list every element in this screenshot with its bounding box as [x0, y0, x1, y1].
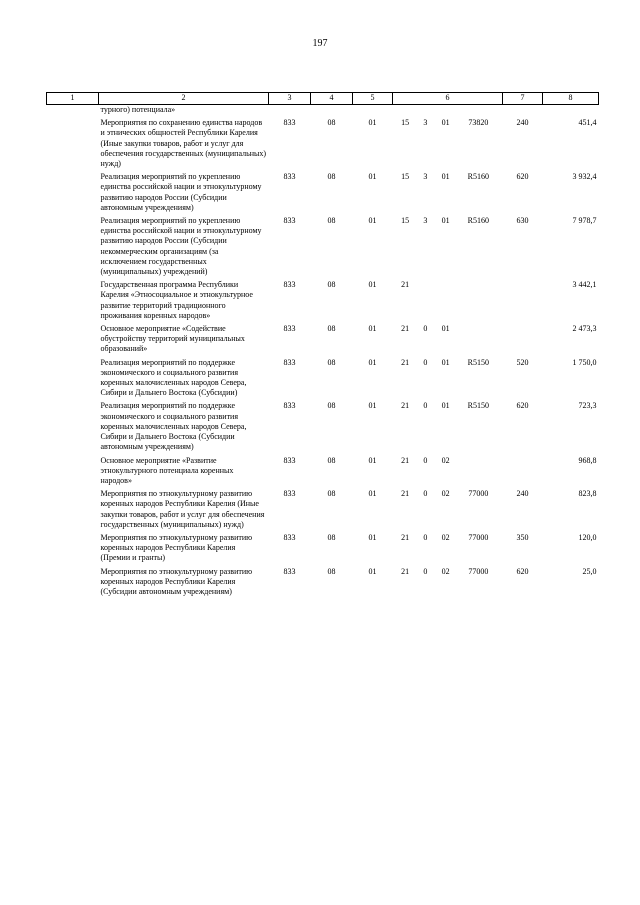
subsection-code: 01	[368, 118, 377, 128]
page-number: 197	[312, 38, 328, 49]
expense-type	[503, 453, 543, 487]
program-code: 21	[401, 455, 410, 465]
table-row	[47, 355, 599, 399]
section-code: 08	[327, 357, 336, 367]
admin-code: 833	[283, 172, 296, 182]
event-code: 02	[441, 532, 450, 542]
admin-code: 833	[283, 118, 296, 128]
expense-type: 240	[516, 118, 529, 128]
section-code: 08	[327, 280, 336, 290]
table-row	[47, 213, 599, 277]
program-code: 15	[401, 118, 410, 128]
header-cell: 4	[311, 93, 353, 105]
program-code: 21	[401, 280, 410, 290]
admin-code: 833	[283, 216, 296, 226]
header-cell: 8	[543, 93, 599, 105]
target-article	[393, 213, 503, 277]
direction-code: R5150	[467, 401, 489, 411]
direction-code: 77000	[468, 566, 489, 576]
direction-code: R5160	[467, 172, 489, 182]
direction-code: R5160	[467, 216, 489, 226]
subsection-code: 01	[368, 216, 377, 226]
program-code: 21	[401, 566, 410, 576]
event-code: 02	[441, 489, 450, 499]
table-row	[47, 277, 599, 321]
subprogram-code: 0	[423, 455, 428, 465]
direction-code: 77000	[468, 532, 489, 542]
event-code: 01	[441, 118, 450, 128]
subprogram-code: 0	[423, 357, 428, 367]
item-name: Государственная программа Республики Карелия «Этносоциальное и этнокультурное развитие территорий традиционного проживания коренных народов»	[100, 280, 253, 320]
admin-code: 833	[283, 401, 296, 411]
table-row	[47, 398, 599, 452]
continuation-row	[47, 105, 599, 116]
event-code: 01	[441, 172, 450, 182]
item-name: Мероприятия по этнокультурному развитию коренных народов Республики Карелия (Субсидии автономным учреждениям)	[100, 566, 253, 596]
section-code: 08	[327, 324, 336, 334]
target-article	[393, 355, 503, 399]
expense-type	[503, 321, 543, 355]
target-article	[393, 169, 503, 213]
admin-code: 833	[283, 532, 296, 542]
table-row	[47, 321, 599, 355]
admin-code: 833	[283, 489, 296, 499]
item-name: Реализация мероприятий по поддержке экономического и социального развития коренных малочисленных народов Севера, Сибири и Дальнего Востока (Субсидии автономным учреждениям)	[100, 401, 247, 452]
direction-code: 73820	[468, 118, 489, 128]
subprogram-code: 3	[423, 118, 428, 128]
event-code: 01	[441, 401, 450, 411]
subprogram-code: 0	[423, 532, 428, 542]
item-name: Реализация мероприятий по укреплению единства российской нации и этнокультурному развитию народов России (Субсидии автономным учреждениям)	[100, 172, 262, 212]
subsection-code: 01	[368, 566, 377, 576]
budget-table	[46, 92, 599, 597]
header-cell: 5	[353, 93, 393, 105]
table-header-row	[47, 93, 599, 105]
subprogram-code: 0	[423, 489, 428, 499]
subsection-code: 01	[368, 489, 377, 499]
expense-type: 520	[516, 357, 529, 367]
amount: 25,0	[582, 566, 597, 576]
section-code: 08	[327, 455, 336, 465]
section-code: 08	[327, 566, 336, 576]
event-code: 01	[441, 216, 450, 226]
expense-type: 630	[516, 216, 529, 226]
subsection-code: 01	[368, 455, 377, 465]
expense-type: 240	[516, 489, 529, 499]
subsection-code: 01	[368, 324, 377, 334]
amount: 1 750,0	[572, 357, 597, 367]
item-name: Мероприятия по сохранению единства народов и этнических общностей Республики Карелия (Иные закупки товаров, работ и услуг для обеспечения государственных (муниципальных) нужд)	[100, 118, 267, 169]
target-article	[393, 398, 503, 452]
subprogram-code: 0	[423, 566, 428, 576]
subsection-code: 01	[368, 280, 377, 290]
target-article	[393, 453, 503, 487]
admin-code: 833	[283, 280, 296, 290]
header-cell: 7	[503, 93, 543, 105]
amount: 120,0	[578, 532, 597, 542]
event-code: 02	[441, 566, 450, 576]
target-article	[393, 277, 503, 321]
subsection-code: 01	[368, 532, 377, 542]
target-article	[393, 486, 503, 530]
table-row	[47, 486, 599, 530]
amount: 3 442,1	[572, 280, 597, 290]
program-code: 21	[401, 357, 410, 367]
admin-code: 833	[283, 357, 296, 367]
continuation-text: турного) потенциала»	[100, 105, 176, 114]
amount: 823,8	[578, 489, 597, 499]
target-article	[393, 321, 503, 355]
expense-type: 350	[516, 532, 529, 542]
direction-code: 77000	[468, 489, 489, 499]
table-row	[47, 115, 599, 169]
section-code: 08	[327, 118, 336, 128]
program-code: 21	[401, 532, 410, 542]
header-cell: 2	[99, 93, 269, 105]
direction-code	[456, 324, 500, 334]
table-row	[47, 453, 599, 487]
direction-code: R5150	[467, 357, 489, 367]
header-cell: 6	[393, 93, 503, 105]
amount: 451,4	[578, 118, 597, 128]
section-code: 08	[327, 216, 336, 226]
section-code: 08	[327, 172, 336, 182]
amount: 723,3	[578, 401, 597, 411]
target-article	[393, 115, 503, 169]
event-code: 02	[441, 455, 450, 465]
program-code: 21	[401, 324, 410, 334]
direction-code	[456, 456, 500, 466]
event-code	[435, 280, 456, 290]
subprogram-code: 0	[423, 401, 428, 411]
table-row	[47, 564, 599, 598]
subprogram-code: 3	[423, 216, 428, 226]
item-name: Реализация мероприятий по укреплению единства российской нации и этнокультурному развитию народов России (Субсидии некоммерческим организациям (за исключением государственных (муниципальных) учреждений)	[100, 216, 262, 277]
program-code: 15	[401, 216, 410, 226]
admin-code: 833	[283, 566, 296, 576]
amount: 7 978,7	[572, 216, 597, 226]
amount: 968,8	[578, 455, 597, 465]
amount: 3 932,4	[572, 172, 597, 182]
target-article	[393, 564, 503, 598]
admin-code: 833	[283, 455, 296, 465]
section-code: 08	[327, 489, 336, 499]
section-code: 08	[327, 532, 336, 542]
subsection-code: 01	[368, 172, 377, 182]
section-code: 08	[327, 401, 336, 411]
header-cell: 1	[47, 93, 99, 105]
expense-type: 620	[516, 172, 529, 182]
event-code: 01	[441, 324, 450, 334]
subsection-code: 01	[368, 357, 377, 367]
header-cell: 3	[269, 93, 311, 105]
expense-type: 620	[516, 566, 529, 576]
expense-type	[503, 277, 543, 321]
direction-code	[456, 280, 500, 290]
table-row	[47, 169, 599, 213]
admin-code: 833	[283, 324, 296, 334]
table-row	[47, 530, 599, 564]
amount: 2 473,3	[572, 324, 597, 334]
item-name: Мероприятия по этнокультурному развитию коренных народов Республики Карелия (Премии и гранты)	[100, 532, 253, 563]
subsection-code: 01	[368, 401, 377, 411]
event-code: 01	[441, 357, 450, 367]
item-name: Основное мероприятие «Содействие обустройству территорий муниципальных образований»	[100, 324, 245, 354]
subprogram-code: 3	[423, 172, 428, 182]
program-code: 21	[401, 489, 410, 499]
target-article	[393, 530, 503, 564]
program-code: 15	[401, 172, 410, 182]
expense-type: 620	[516, 401, 529, 411]
subprogram-code: 0	[423, 324, 428, 334]
item-name: Основное мероприятие «Развитие этнокультурного потенциала коренных народов»	[100, 455, 234, 485]
item-name: Мероприятия по этнокультурному развитию коренных народов Республики Карелия (Иные закупки товаров, работ и услуг для обеспечения государственных (муниципальных) нужд)	[100, 489, 265, 529]
subprogram-code	[416, 280, 435, 290]
item-name: Реализация мероприятий по поддержке экономического и социального развития коренных малочисленных народов Севера, Сибири и Дальнего Востока (Субсидии)	[100, 357, 247, 398]
program-code: 21	[401, 401, 410, 411]
